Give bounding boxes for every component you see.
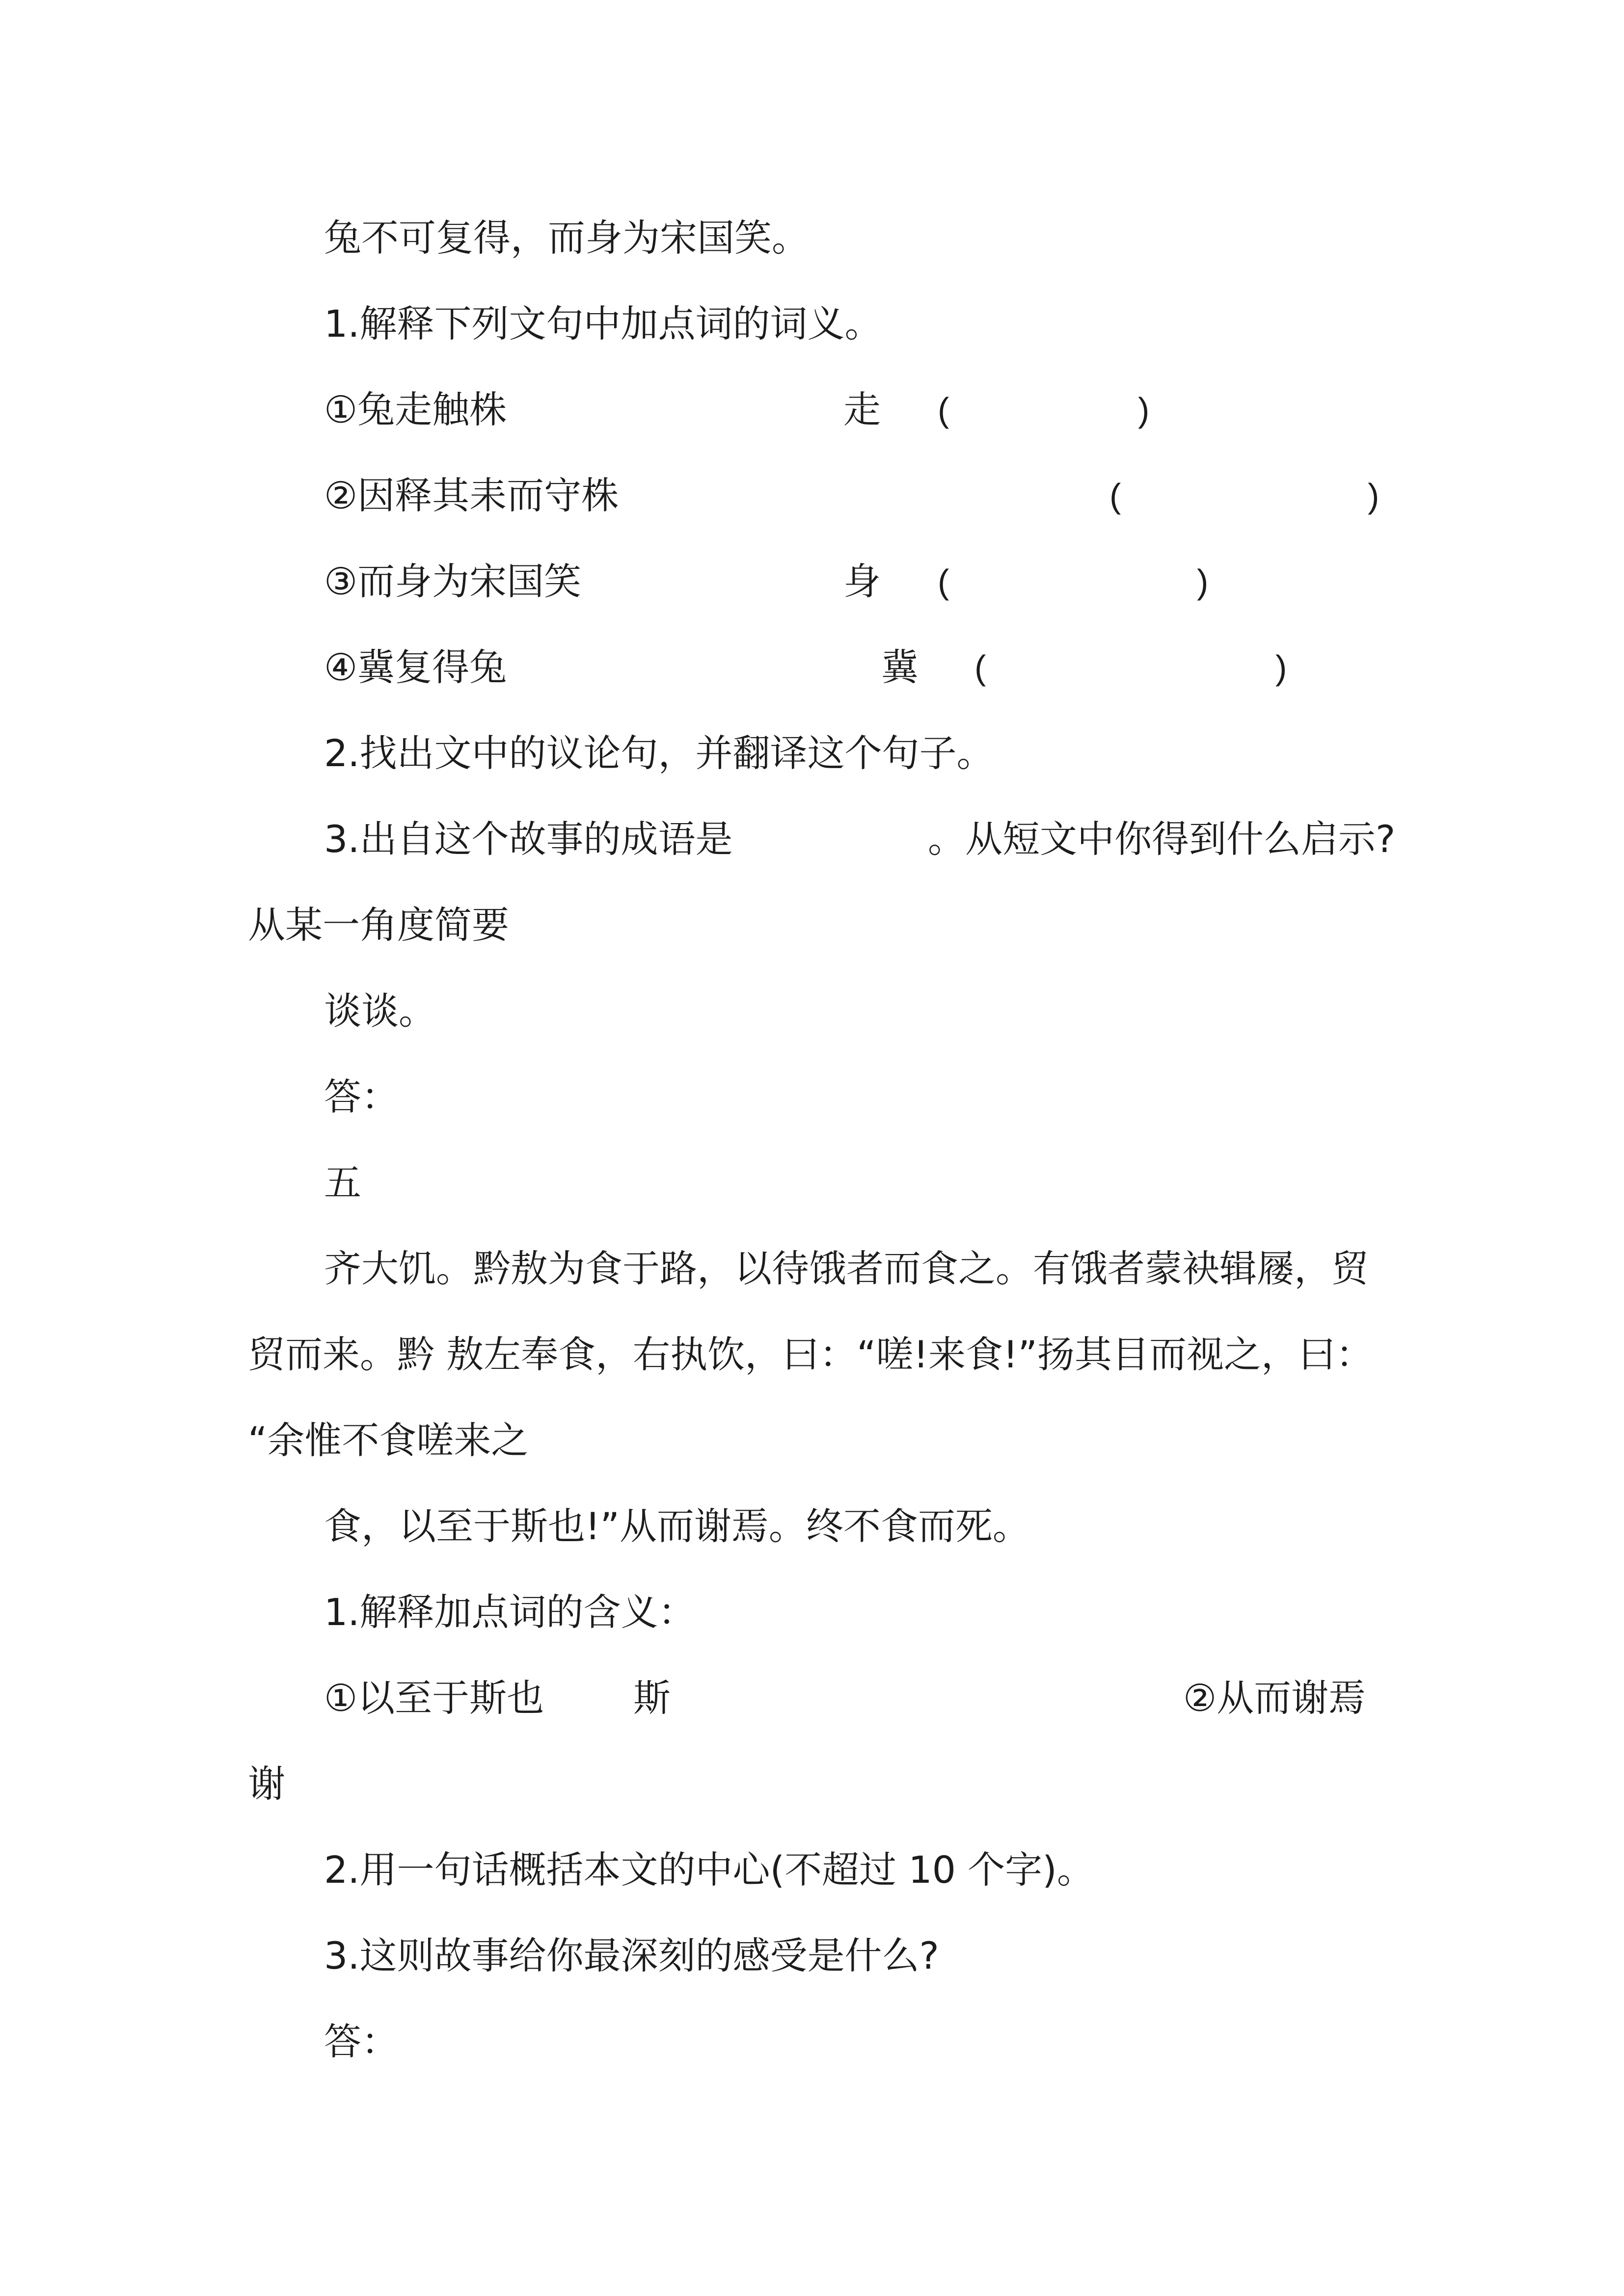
text-line: 兔不可复得，而身为宋国笑。 xyxy=(324,216,809,260)
text-line: 贸而来。黔 敖左奉食，右执饮，曰：“嗟!来食!”扬其目而视之，曰： xyxy=(248,1333,1373,1376)
item-word: 冀 xyxy=(881,645,919,689)
item-word: 斯 xyxy=(633,1676,671,1720)
question-heading: 3.这则故事给你最深刻的感受是什么? xyxy=(324,1934,939,1977)
text-line: 谈谈。 xyxy=(324,989,436,1033)
answer-paren-open: ( xyxy=(1110,477,1121,515)
answer-paren-close: ) xyxy=(1275,648,1287,687)
text-line: 从某一角度简要 xyxy=(248,903,509,947)
item-sentence: ④冀复得兔 xyxy=(324,645,507,689)
answer-label: 答： xyxy=(324,1075,399,1119)
item-sentence: ①以至于斯也 xyxy=(324,1676,544,1720)
answer-paren-close: ) xyxy=(1197,562,1209,601)
answer-paren-open: ( xyxy=(938,562,949,601)
item-sentence: ③而身为宋国笑 xyxy=(324,560,582,603)
answer-label: 答： xyxy=(324,2020,399,2063)
text-line: 齐大饥。黔敖为食于路，以待饿者而食之。有饿者蒙袂辑屦，贸 xyxy=(324,1247,1369,1290)
question-heading: 1.解释加点词的含义： xyxy=(324,1590,696,1634)
item-sentence: ①兔走触株 xyxy=(324,388,507,431)
item-word: 走 xyxy=(843,388,881,431)
item-sentence: ②因释其耒而守株 xyxy=(324,474,619,517)
item-word: 身 xyxy=(843,560,881,603)
section-number: 五 xyxy=(324,1161,361,1204)
question-heading: 2.用一句话概括本文的中心(不超过 10 个字)。 xyxy=(324,1848,1094,1892)
answer-paren-open: ( xyxy=(974,648,986,687)
question-heading: 3.出自这个故事的成语是 xyxy=(324,817,733,861)
answer-paren-close: ) xyxy=(1138,391,1150,429)
text-line: “余惟不食嗟来之 xyxy=(248,1418,529,1462)
question-heading: 1.解释下列文句中加点词的词义。 xyxy=(324,302,882,346)
text-line: 食，以至于斯也!”从而谢焉。终不食而死。 xyxy=(324,1504,1030,1548)
item-sentence: ②从而谢焉 xyxy=(1183,1676,1366,1720)
question-heading: 2.找出文中的议论句，并翻译这个句子。 xyxy=(324,731,994,775)
item-word: 谢 xyxy=(248,1762,285,1806)
answer-paren-open: ( xyxy=(938,391,949,429)
question-heading-cont: 。从短文中你得到什么启示? xyxy=(928,817,1396,861)
answer-paren-close: ) xyxy=(1368,477,1380,515)
